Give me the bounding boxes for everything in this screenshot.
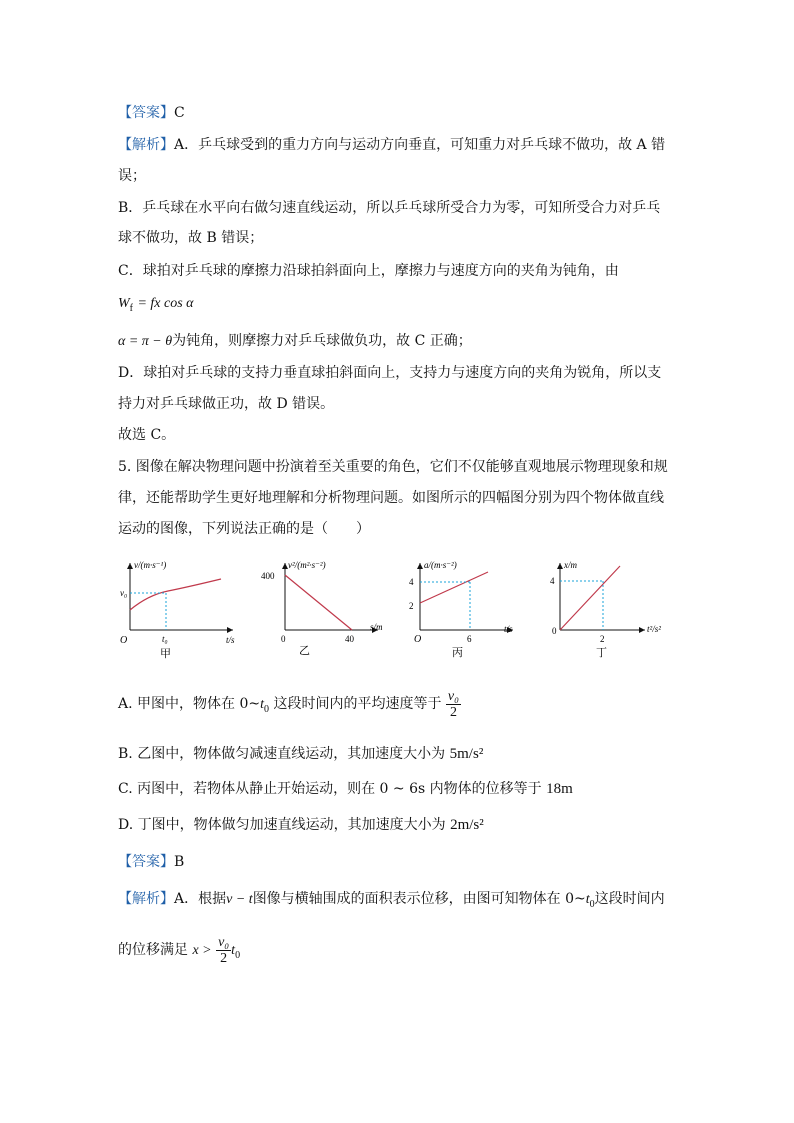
jia-ylabel: v/(m·s⁻¹) <box>134 560 167 570</box>
analysis2-pre: A．根据 <box>174 891 227 907</box>
yi-origin: 0 <box>281 634 286 644</box>
answer-tag: 【答案】 <box>118 105 174 121</box>
option-A-t: t <box>260 697 264 712</box>
fraction-num: v₀ <box>218 934 230 950</box>
yi-xlabel: s/m <box>370 622 383 632</box>
jia-origin: O <box>120 635 128 646</box>
analysis2-line2: 的位移满足 x > $\frac{\text{v₀}}{2}$ $t_0$ <box>118 934 241 966</box>
analysis-conclusion: 故选 C。 <box>118 427 176 443</box>
ding-origin: 0 <box>552 626 557 636</box>
four-graphs <box>118 555 678 665</box>
fraction-den: 2 <box>449 704 457 720</box>
analysis2-line2-t: t <box>231 943 236 958</box>
analysis-A-line1 <box>118 135 665 155</box>
ding-ylabel: x/m <box>564 560 577 570</box>
graph-bing <box>409 560 513 659</box>
option-A-pre: A. 甲图中，物体在 0~ <box>118 696 261 712</box>
option-B-text: B. 乙图中，物体做匀减速直线运动，其加速度大小为 <box>118 746 446 762</box>
option-C-value: 18m <box>546 781 573 797</box>
option-B-value: 5m/s² <box>449 746 484 762</box>
jia-xlabel: t/s <box>226 635 235 645</box>
answer2-line <box>118 852 184 872</box>
yi-ylabel: v²/(m²·s⁻²) <box>288 560 326 570</box>
analysis-tag: 【解析】 <box>118 137 174 153</box>
analysis-A-line2: 误； <box>118 168 146 184</box>
formula-W: W <box>118 296 130 311</box>
option-D <box>118 815 484 835</box>
ding-xtick: 2 <box>600 634 605 644</box>
fraction-num: v₀ <box>447 688 459 704</box>
analysis2-t: t <box>585 892 590 907</box>
analysis2-post: 这段时间内 <box>594 891 665 907</box>
answer2-value: B <box>174 854 185 870</box>
option-B <box>118 744 483 764</box>
graph-yi <box>261 560 383 657</box>
answer-value: C <box>174 105 185 121</box>
analysis-D-line1: D．球拍对乒乓球的支持力垂直球拍斜面向上，支持力与速度方向的夹角为锐角，所以支 <box>118 365 662 381</box>
answer-line <box>118 103 185 123</box>
bing-origin: O <box>414 634 422 645</box>
option-A: A. 甲图中，物体在 $0\sim t_0$ 这段时间内的平均速度等于 $\frac{\text{v₀}}{2}$ <box>118 688 459 720</box>
alpha-text: 为钝角，则摩擦力对乒乓球做负功，故 C 正确； <box>172 333 472 349</box>
yi-ytick: 400 <box>261 571 275 581</box>
analysis-B-line1: B．乒乓球在水平向右做匀速直线运动，所以乒乓球所受合力为零，可知所受合力对乒乓 <box>118 200 661 216</box>
analysis2-line2-pre: 的位移满足 <box>118 942 188 958</box>
analysis-C-line1: C．球拍对乒乓球的摩擦力沿球拍斜面向上，摩擦力与速度方向的夹角为钝角，由 <box>118 263 619 279</box>
jia-caption: 甲 <box>160 648 171 660</box>
alpha-expression: α = π − θ <box>118 334 173 349</box>
question5-line2: 律，还能帮助学生更好地理解和分析物理问题。如图所示的四幅图分别为四个物体做直线 <box>118 490 664 506</box>
analysis-C-formula <box>118 293 194 319</box>
option-A-mid: 这段时间内的平均速度等于 <box>273 696 442 712</box>
jia-xtick: t₀ <box>162 634 168 644</box>
graph-jia <box>120 560 235 660</box>
bing-caption: 丙 <box>452 647 463 659</box>
ding-caption: 丁 <box>596 647 607 659</box>
formula-rhs: = fx cos α <box>137 296 194 311</box>
option-A-fraction <box>446 689 461 720</box>
jia-curve <box>130 579 221 610</box>
analysis2-line1: 【解析】A．根据v − t图像与横轴围成的面积表示位移，由图可知物体在 $0\sim t_0$这段时间内 <box>118 891 665 910</box>
option-C <box>118 779 573 799</box>
ding-xlabel: t²/s² <box>647 624 661 634</box>
analysis-D-line2: 持力对乒乓球做正功，故 D 错误。 <box>118 396 335 412</box>
bing-ytick-low: 2 <box>409 601 414 611</box>
yi-caption: 乙 <box>299 645 310 657</box>
option-D-text: D. 丁图中，物体做匀加速直线运动，其加速度大小为 <box>118 817 446 833</box>
analysis2-mid: 图像与横轴围成的面积表示位移，由图可知物体在 0~ <box>252 891 586 907</box>
ding-ytick: 4 <box>550 576 555 586</box>
bing-xlabel: t/s <box>504 624 513 634</box>
bing-line <box>420 572 488 603</box>
option-C-text: C. 丙图中，若物体从静止开始运动，则在 0 ~ 6s 内物体的位移等于 <box>118 781 542 797</box>
fraction-den: 2 <box>220 950 228 966</box>
question5-line1: 5. 图像在解决物理问题中扮演着至关重要的角色，它们不仅能够直观地展示物理现象和规 <box>118 459 668 475</box>
bing-xtick: 6 <box>467 634 472 644</box>
answer2-tag: 【答案】 <box>118 854 174 870</box>
analysis-A-text: A．乒乓球受到的重力方向与运动方向垂直，可知重力对乒乓球不做功，故 A 错 <box>174 137 666 153</box>
option-D-value: 2m/s² <box>450 817 484 833</box>
yi-xtick: 40 <box>345 634 354 644</box>
analysis2-math: v − t <box>226 892 253 907</box>
bing-ylabel: a/(m·s⁻²) <box>424 560 457 570</box>
ding-line <box>560 566 620 630</box>
question5-line3: 运动的图像，下列说法正确的是（ ） <box>118 521 370 537</box>
formula-sub-f: f <box>129 302 134 314</box>
analysis2-fraction <box>216 935 231 966</box>
analysis-C-line3 <box>118 331 472 352</box>
analysis-B-line2: 球不做功，故 B 错误； <box>118 230 264 246</box>
analysis2-tag: 【解析】 <box>118 891 174 907</box>
graph-ding <box>550 560 661 659</box>
analysis2-line2-math: x > <box>192 943 212 958</box>
jia-ytick: v₀ <box>120 588 128 598</box>
yi-line <box>285 575 352 630</box>
bing-ytick-top: 4 <box>409 577 414 587</box>
